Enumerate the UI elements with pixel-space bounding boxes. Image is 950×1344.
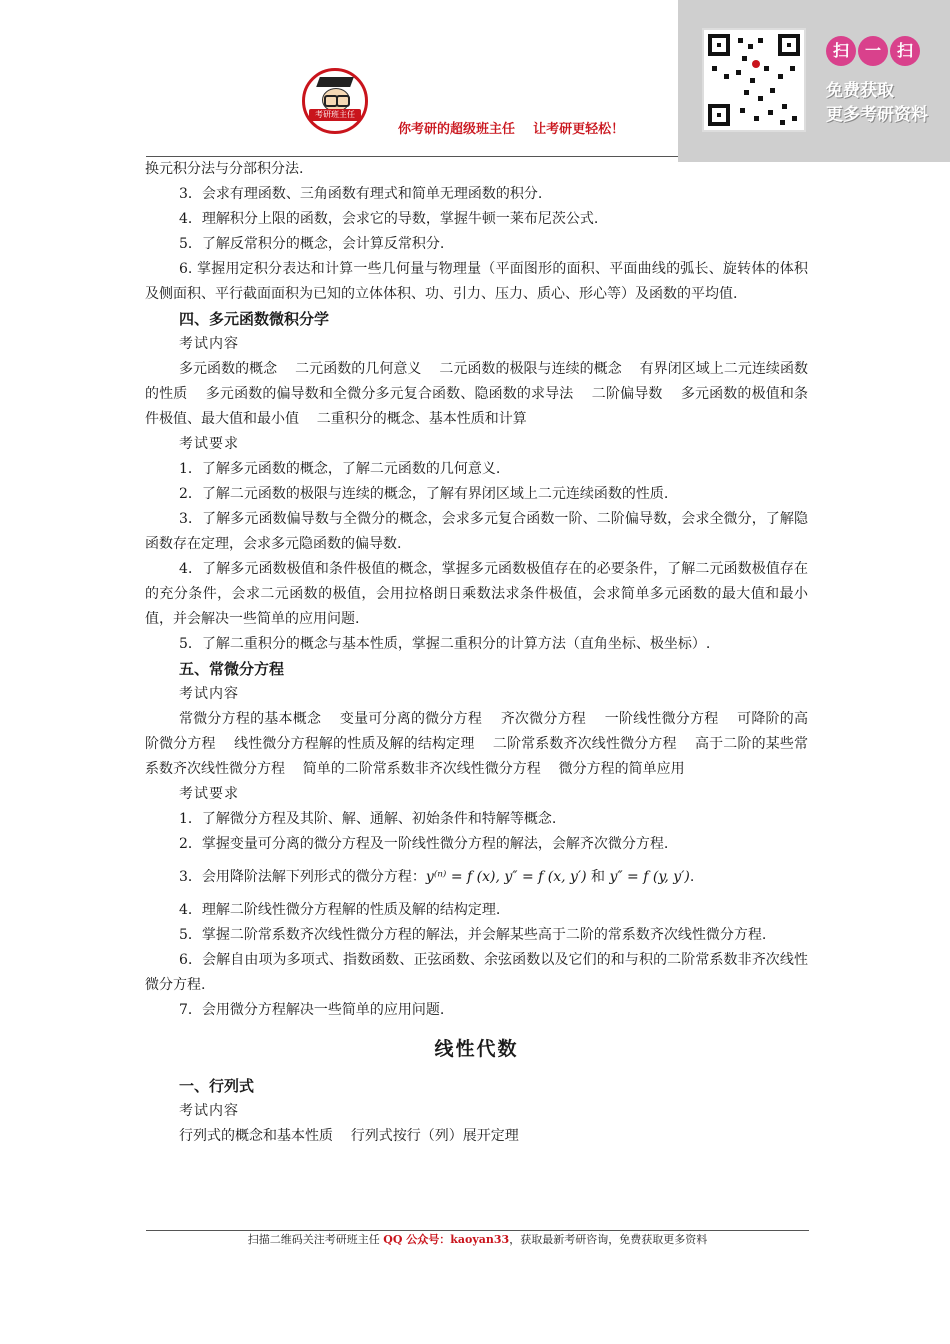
list-item: 4．理解积分上限的函数，会求它的导数，掌握牛顿一莱布尼茨公式.	[179, 211, 599, 227]
paragraph: 常微分方程的基本概念 变量可分离的微分方程 齐次微分方程 一阶线性微分方程 可降阶的高阶微分方程 线性微分方程解的性质及解的结构定理 二阶常系数齐次线性微分方程 高于二阶的某些常系数齐次线性微分方程 简单的二阶常系数非齐次线性微分方程 微分方程的简单应用	[145, 711, 808, 777]
subheading: 考试内容	[179, 1103, 239, 1119]
list-item: 7．会用微分方程解决一些简单的应用问题.	[179, 1002, 445, 1018]
math-formula-2: y″ = f (y, y′)	[609, 869, 690, 885]
list-item: 6．会解自由项为多项式、指数函数、正弦函数、余弦函数以及它们的和与积的二阶常系数非齐次线性微分方程.	[145, 952, 808, 993]
math-intro: 3．会用降阶法解下列形式的微分方程：	[179, 869, 426, 885]
banner-line-2: 更多考研资料	[826, 105, 928, 125]
math-conj: 和	[586, 869, 610, 885]
document-body	[145, 157, 808, 1149]
paragraph: 行列式的概念和基本性质 行列式按行（列）展开定理	[179, 1128, 519, 1144]
scan-badge	[826, 36, 920, 68]
subheading: 考试内容	[179, 336, 239, 352]
list-item: 5．了解二重积分的概念与基本性质，掌握二重积分的计算方法（直角坐标、极坐标）.	[179, 636, 711, 652]
section-heading: 四、多元函数微积分学	[179, 310, 330, 328]
list-item: 6. 掌握用定积分表达和计算一些几何量与物理量（平面图形的面积、平面曲线的弧长、旋转体的体积及侧面积、平行截面面积为已知的立体体积、功、引力、压力、质心、形心等）及函数的平均值.	[145, 261, 808, 302]
list-item: 4．理解二阶线性微分方程解的性质及解的结构定理.	[179, 902, 501, 918]
subheading: 考试内容	[179, 686, 239, 702]
paragraph: 多元函数的概念 二元函数的几何意义 二元函数的极限与连续的概念 有界闭区域上二元连续函数的性质 多元函数的偏导数和全微分多元复合函数、隐函数的求导法 二阶偏导数 多元函数的极值和条件极值、最大值和最小值 二重积分的概念、基本性质和计算	[145, 361, 808, 427]
paragraph: 换元积分法与分部积分法.	[145, 161, 304, 177]
qr-code-icon[interactable]	[704, 30, 804, 130]
footer-text-pre: 扫描二维码关注考研班主任	[247, 1233, 384, 1246]
list-item: 4．了解多元函数极值和条件极值的概念，掌握多元函数极值存在的必要条件，了解二元函数极值存在的充分条件，会求二元函数的极值，会用拉格朗日乘数法求条件极值，会求简单多元函数的最大值和最小值，并会解决一些简单的应用问题.	[145, 561, 808, 627]
subheading: 考试要求	[179, 786, 239, 802]
footer-qq: QQ 公众号：kaoyan33	[383, 1233, 510, 1246]
list-item: 5．了解反常积分的概念，会计算反常积分.	[179, 236, 445, 252]
page-footer	[146, 1232, 809, 1248]
scan-char-3: 扫	[890, 36, 920, 66]
scan-char-2: 一	[858, 36, 888, 66]
brand-logo-text: 考研班主任	[309, 109, 361, 121]
footer-text-post: ，获取最新考研咨询，免费获取更多资料	[509, 1233, 708, 1246]
brand-logo	[302, 68, 368, 134]
list-item: 3．会求有理函数、三角函数有理式和简单无理函数的积分.	[179, 186, 543, 202]
list-item: 1．了解微分方程及其阶、解、通解、初始条件和特解等概念.	[179, 811, 557, 827]
scan-char-1: 扫	[826, 36, 856, 66]
section-heading: 一、行列式	[179, 1077, 255, 1095]
list-item: 2．了解二元函数的极限与连续的概念，了解有界闭区域上二元连续函数的性质.	[179, 486, 669, 502]
list-item-math	[145, 865, 808, 890]
section-heading: 五、常微分方程	[179, 660, 285, 678]
list-item: 3．了解多元函数偏导数与全微分的概念，会求多元复合函数一阶、二阶偏导数，会求全微分，了解隐函数存在定理，会求多元隐函数的偏导数.	[145, 511, 808, 552]
math-formula-1: y⁽ⁿ⁾ = f (x), y″ = f (x, y′)	[425, 869, 587, 885]
subheading: 考试要求	[179, 436, 239, 452]
list-item: 5．掌握二阶常系数齐次线性微分方程的解法，并会解某些高于二阶的常系数齐次线性微分方程.	[179, 927, 767, 943]
list-item: 1．了解多元函数的概念，了解二元函数的几何意义.	[179, 461, 501, 477]
chapter-title: 线性代数	[434, 1038, 519, 1060]
math-end: .	[689, 869, 695, 885]
header-slogan: 你考研的超级班主任 让考研更轻松！	[398, 122, 625, 137]
footer-divider	[146, 1230, 809, 1231]
banner-line-1: 免费获取	[826, 81, 894, 101]
list-item: 2．掌握变量可分离的微分方程及一阶线性微分方程的解法，会解齐次微分方程.	[179, 836, 669, 852]
